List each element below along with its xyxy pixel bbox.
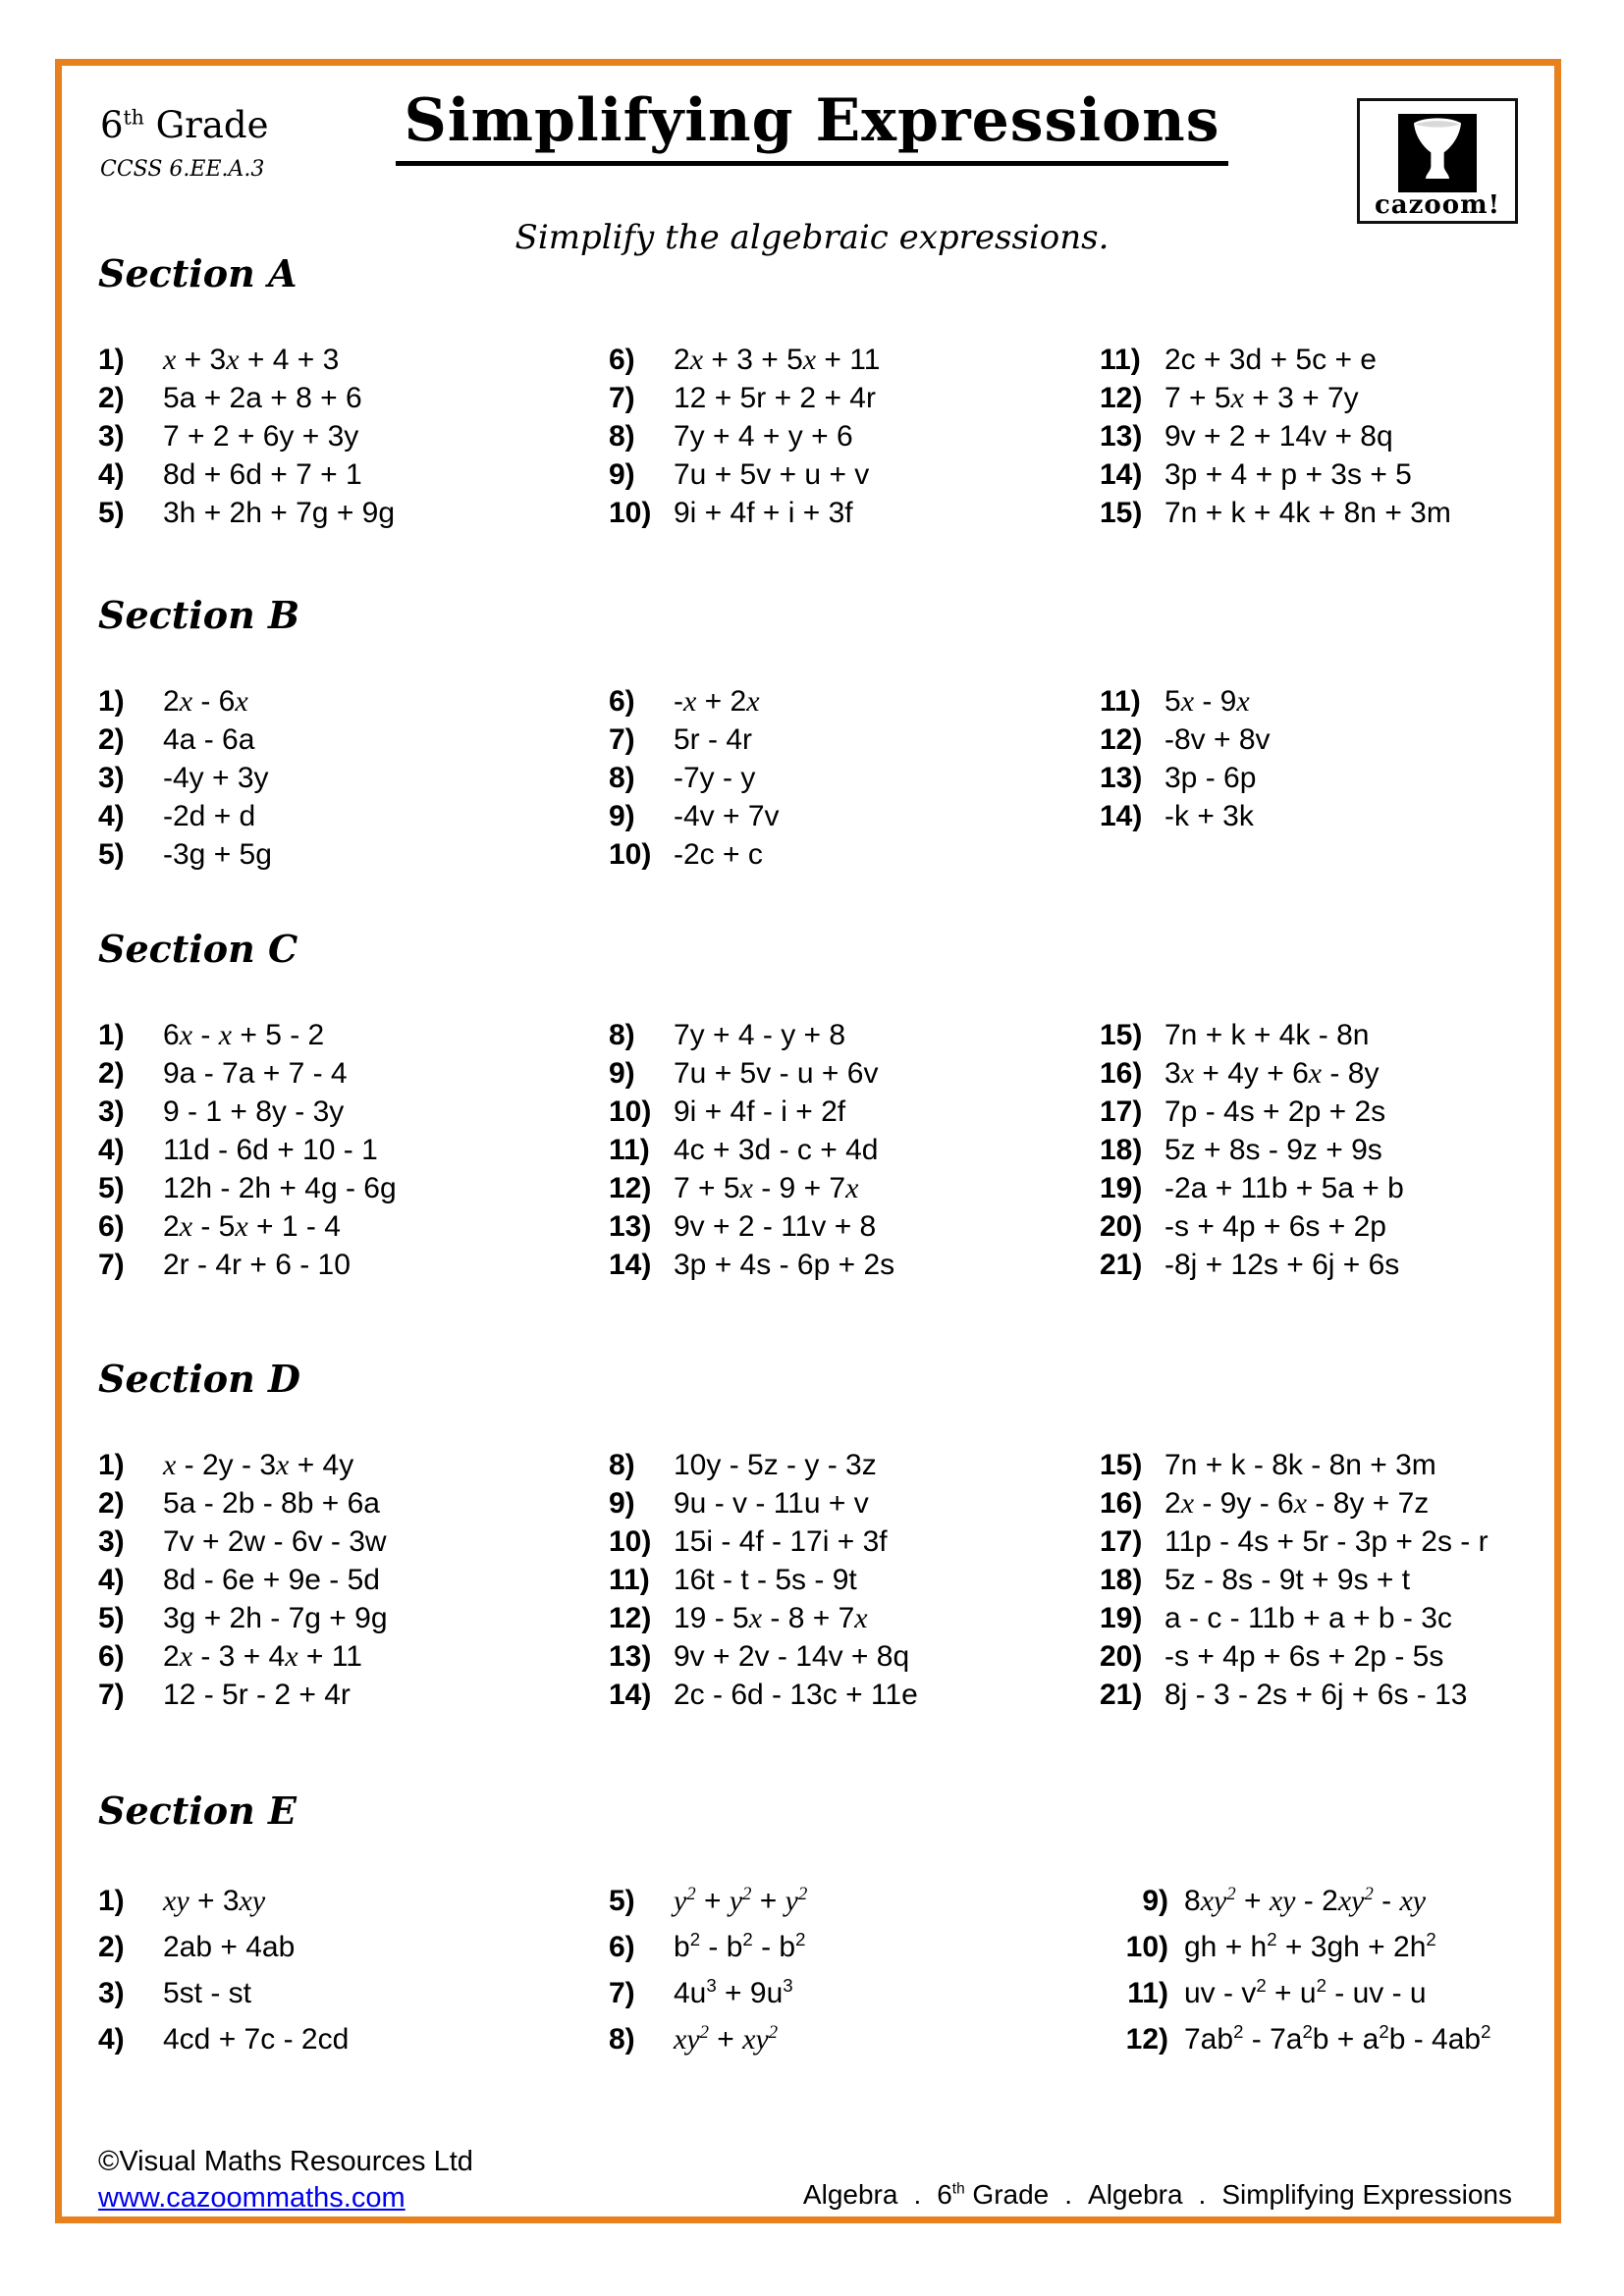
problem-number: 13)	[609, 1210, 652, 1243]
problem-number: 19)	[1100, 1602, 1143, 1634]
problem-expression: $7ab^2 - 7a^2b + a^2b - 4ab^2$	[1184, 2021, 1491, 2056]
problem-number: 7)	[609, 723, 635, 756]
problem	[98, 1878, 609, 1924]
problem-column	[609, 1878, 1100, 2062]
problem-expression: $b^2 - b^2 - b^2$	[674, 1929, 806, 1963]
problem-expression: -4y + 3y	[163, 762, 269, 794]
problem-expression: -s + 4p + 6s + 2p	[1164, 1210, 1386, 1243]
problem	[1100, 379, 1563, 417]
problem-number: 6)	[609, 685, 635, 718]
problem-number: 11)	[1100, 685, 1141, 718]
problem	[1100, 759, 1563, 797]
problem-expression: 5r - 4r	[674, 723, 753, 756]
problem-number: 19)	[1100, 1172, 1143, 1204]
problem-expression: x + 3x + 4 + 3	[163, 344, 340, 376]
problem	[1100, 1207, 1563, 1246]
drum-icon	[1398, 114, 1477, 192]
problem-number: 15)	[1100, 1019, 1143, 1051]
problem-expression: 2x - 5x + 1 - 4	[163, 1210, 341, 1243]
problem-number: 1)	[98, 685, 125, 718]
problem	[1100, 1093, 1563, 1131]
problem-expression: 11p - 4s + 5r - 3p + 2s - r	[1164, 1525, 1489, 1558]
problem	[1100, 1016, 1563, 1054]
problem	[98, 1054, 609, 1093]
breadcrumb-item: Algebra	[1088, 2179, 1183, 2210]
breadcrumb-item: 6th Grade	[937, 2179, 1050, 2210]
problem	[1100, 1131, 1563, 1169]
problem-number: 21)	[1100, 1679, 1143, 1711]
problem-number: 8)	[609, 420, 635, 453]
problem-number: 5)	[98, 1172, 125, 1204]
problem-expression: 9a - 7a + 7 - 4	[163, 1057, 348, 1090]
problem-expression: 4c + 3d - c + 4d	[674, 1134, 879, 1166]
problem-expression: 7 + 5x - 9 + 7x	[674, 1172, 859, 1204]
problem-number: 15)	[1100, 497, 1143, 529]
problem-expression: $y^2 + y^2 + y^2$	[674, 1884, 808, 1917]
problem-expression: 7y + 4 - y + 8	[674, 1019, 846, 1051]
problem-number: 14)	[1100, 800, 1143, 832]
problem-column	[1100, 341, 1563, 532]
problem-expression: $4u^3 + 9u^3$	[674, 1975, 793, 2009]
problem	[1100, 1676, 1563, 1714]
problem-expression: 9v + 2v - 14v + 8q	[674, 1640, 910, 1673]
problem	[98, 1599, 609, 1637]
problem-number: 17)	[1100, 1095, 1143, 1128]
problem	[98, 1131, 609, 1169]
problem	[609, 1522, 1100, 1561]
problem-expression: 15i - 4f - 17i + 3f	[674, 1525, 888, 1558]
section-e	[98, 1789, 1563, 2062]
problem-expression: $8xy^2$ + xy - $2xy^2$ - xy	[1184, 1884, 1427, 1917]
problem-number: 20)	[1100, 1210, 1143, 1243]
problem	[98, 341, 609, 379]
problem-grid	[98, 1446, 1563, 1714]
section-heading: Section A	[98, 251, 298, 295]
problem-expression: 5z + 8s - 9z + 9s	[1164, 1134, 1382, 1166]
problem	[98, 2016, 609, 2062]
problem-expression: 9u - v - 11u + v	[674, 1487, 869, 1520]
problem-number: 9)	[1142, 1885, 1168, 1917]
problem-number: 6)	[98, 1640, 125, 1673]
problem-number: 1)	[98, 1449, 125, 1481]
problem	[98, 1522, 609, 1561]
problem-number: 8)	[609, 2023, 635, 2056]
problem-expression: 6x - x + 5 - 2	[163, 1019, 325, 1051]
problem-expression: 5x - 9x	[1164, 685, 1250, 718]
problem-number: 20)	[1100, 1640, 1143, 1673]
problem	[98, 1093, 609, 1131]
problem-number: 7)	[98, 1679, 125, 1711]
problem-number: 12)	[609, 1602, 652, 1634]
problem-number: 2)	[98, 723, 125, 756]
problem	[1100, 1637, 1563, 1676]
problem	[1100, 1484, 1563, 1522]
problem	[1100, 1246, 1563, 1284]
problem-expression: 9v + 2 - 11v + 8	[674, 1210, 877, 1243]
problem-expression: 2x - 3 + 4x + 11	[163, 1640, 362, 1673]
problem-expression: a - c - 11b + a + b - 3c	[1164, 1602, 1452, 1634]
problem-number: 7)	[98, 1249, 125, 1281]
problem	[609, 1446, 1100, 1484]
problem-expression: 9 - 1 + 8y - 3y	[163, 1095, 345, 1128]
problem	[609, 341, 1100, 379]
problem-expression: 7p - 4s + 2p + 2s	[1164, 1095, 1386, 1128]
problem-expression: gh + $h^2 + 3gh + 2h^2$	[1184, 1929, 1436, 1963]
problem-number: 11)	[609, 1564, 650, 1596]
problem-number: 16)	[1100, 1057, 1143, 1090]
problem	[98, 417, 609, 455]
problem-expression: 7v + 2w - 6v - 3w	[163, 1525, 387, 1558]
breadcrumb-item: Algebra	[802, 2179, 898, 2210]
problem	[98, 1016, 609, 1054]
problem-number: 1)	[98, 1019, 125, 1051]
problem-expression: 5st - st	[163, 1977, 252, 2009]
problem-expression: -k + 3k	[1164, 800, 1254, 832]
problem-number: 3)	[98, 762, 125, 794]
problem	[98, 721, 609, 759]
problem-expression: 3h + 2h + 7g + 9g	[163, 497, 396, 529]
problem	[609, 759, 1100, 797]
problem-number: 2)	[98, 1931, 125, 1963]
problem-expression: 2ab + 4ab	[163, 1931, 296, 1963]
problem-number: 10)	[609, 1525, 652, 1558]
problem-expression: 2c + 3d + 5c + e	[1164, 344, 1377, 376]
problem	[98, 1676, 609, 1714]
problem-expression: -3g + 5g	[163, 838, 272, 871]
problem-number: 6)	[609, 1931, 635, 1963]
problem	[609, 835, 1100, 874]
problem	[98, 1637, 609, 1676]
problem	[98, 455, 609, 494]
footer-left	[98, 2144, 473, 2216]
problem	[609, 721, 1100, 759]
problem	[98, 835, 609, 874]
problem	[1100, 2016, 1563, 2062]
problem-number: 12)	[609, 1172, 652, 1204]
breadcrumb-separator: .	[1064, 2179, 1073, 2210]
problem-expression: 2x - 9y - 6x - 8y + 7z	[1164, 1487, 1430, 1520]
section-b	[98, 593, 1563, 874]
problem-number: 4)	[98, 800, 125, 832]
problem-number: 8)	[609, 762, 635, 794]
problem	[1100, 1169, 1563, 1207]
problem-number: 4)	[98, 2023, 125, 2056]
problem-number: 18)	[1100, 1134, 1143, 1166]
problem	[1100, 1446, 1563, 1484]
problem-expression: 9v + 2 + 14v + 8q	[1164, 420, 1393, 453]
problem	[1100, 417, 1563, 455]
problem-number: 8)	[609, 1019, 635, 1051]
problem-number: 11)	[1127, 1977, 1168, 2009]
problem	[1100, 455, 1563, 494]
problem-number: 3)	[98, 1095, 125, 1128]
problem-expression: 4a - 6a	[163, 723, 255, 756]
problem	[609, 1207, 1100, 1246]
breadcrumb	[803, 2179, 1512, 2211]
problem-number: 14)	[609, 1249, 652, 1281]
problem	[98, 797, 609, 835]
problem-expression: 7y + 4 + y + 6	[674, 420, 853, 453]
problem-expression: 8j - 3 - 2s + 6j + 6s - 13	[1164, 1679, 1468, 1711]
problem-column	[609, 1016, 1100, 1284]
section-heading: Section C	[98, 927, 298, 971]
logo-text: cazoom!	[1374, 190, 1501, 220]
problem-expression: 5a - 2b - 8b + 6a	[163, 1487, 380, 1520]
problem-number: 3)	[98, 1977, 125, 2009]
problem	[1100, 1599, 1563, 1637]
problem	[98, 379, 609, 417]
problem-grid	[98, 1016, 1563, 1284]
problem-number: 9)	[609, 458, 635, 491]
problem	[609, 1599, 1100, 1637]
problem	[609, 1561, 1100, 1599]
problem-number: 8)	[609, 1449, 635, 1481]
problem-column	[98, 1446, 609, 1714]
problem-column	[98, 341, 609, 532]
problem	[1100, 494, 1563, 532]
problem-number: 10)	[609, 1095, 652, 1128]
problem-number: 6)	[98, 1210, 125, 1243]
problem-expression: 2x - 6x	[163, 685, 248, 718]
problem	[1100, 682, 1563, 721]
problem-column	[98, 682, 609, 874]
problem-number: 5)	[609, 1885, 635, 1917]
problem-expression: 2x + 3 + 5x + 11	[674, 344, 881, 376]
problem	[98, 1561, 609, 1599]
problem	[609, 494, 1100, 532]
problem-expression: 7u + 5v + u + v	[674, 458, 870, 491]
problem	[98, 1207, 609, 1246]
problem-number: 10)	[609, 838, 652, 871]
problem-expression: 5z - 8s - 9t + 9s + t	[1164, 1564, 1411, 1596]
problem-expression: 10y - 5z - y - 3z	[674, 1449, 877, 1481]
problem	[1100, 1522, 1563, 1561]
problem	[609, 1131, 1100, 1169]
problem-number: 5)	[98, 838, 125, 871]
problem	[98, 1446, 609, 1484]
problem-number: 2)	[98, 382, 125, 414]
problem-expression: 5a + 2a + 8 + 6	[163, 382, 362, 414]
problem	[609, 1016, 1100, 1054]
ccss-label: CCSS 6.EE.A.3	[100, 157, 265, 182]
problem	[609, 1970, 1100, 2016]
problem-expression: 3g + 2h - 7g + 9g	[163, 1602, 388, 1634]
problem-expression: 7u + 5v - u + 6v	[674, 1057, 879, 1090]
problem-expression: 2r - 4r + 6 - 10	[163, 1249, 351, 1281]
problem	[98, 1970, 609, 2016]
breadcrumb-item: Simplifying Expressions	[1221, 2179, 1512, 2210]
problem-number: 7)	[609, 1977, 635, 2009]
problem	[609, 797, 1100, 835]
problem-number: 2)	[98, 1057, 125, 1090]
problem	[98, 494, 609, 532]
problem-expression: 7n + k + 4k + 8n + 3m	[1164, 497, 1451, 529]
section-heading: Section B	[98, 593, 300, 637]
problem-grid	[98, 1878, 1563, 2062]
problem	[1100, 341, 1563, 379]
problem-expression: -2a + 11b + 5a + b	[1164, 1172, 1404, 1204]
problem-expression: uv - $v^2 + u^2$ - uv - u	[1184, 1975, 1427, 2009]
problem-expression: 12 - 5r - 2 + 4r	[163, 1679, 351, 1711]
problem	[98, 1246, 609, 1284]
problem-number: 5)	[98, 497, 125, 529]
problem-number: 17)	[1100, 1525, 1143, 1558]
problem-expression: 7n + k - 8k - 8n + 3m	[1164, 1449, 1436, 1481]
problem-number: 4)	[98, 1134, 125, 1166]
problem-number: 10)	[1125, 1931, 1168, 1963]
website-link[interactable]: www.cazoommaths.com	[98, 2182, 406, 2214]
page-title: Simplifying Expressions	[396, 88, 1227, 166]
problem-number: 12)	[1100, 723, 1143, 756]
problem	[609, 2016, 1100, 2062]
problem-number: 2)	[98, 1487, 125, 1520]
problem-number: 13)	[1100, 420, 1143, 453]
problem-number: 4)	[98, 1564, 125, 1596]
problem-column	[609, 1446, 1100, 1714]
problem-expression: 4cd + 7c - 2cd	[163, 2023, 350, 2056]
problem-number: 9)	[609, 1487, 635, 1520]
worksheet-instruction: Simplify the algebraic expressions.	[514, 218, 1110, 257]
problem-expression: -8j + 12s + 6j + 6s	[1164, 1249, 1400, 1281]
problem-expression: x - 2y - 3x + 4y	[163, 1449, 354, 1481]
problem-column	[609, 682, 1100, 874]
problem-expression: 2c - 6d - 13c + 11e	[674, 1679, 918, 1711]
problem-number: 3)	[98, 420, 125, 453]
problem-expression: -4v + 7v	[674, 800, 780, 832]
breadcrumb-separator: .	[913, 2179, 922, 2210]
problem-number: 11)	[609, 1134, 650, 1166]
problem-number: 14)	[1100, 458, 1143, 491]
problem-expression: -8v + 8v	[1164, 723, 1271, 756]
problem-number: 16)	[1100, 1487, 1143, 1520]
copyright-text: ©Visual Maths Resources Ltd	[98, 2146, 473, 2177]
section-c	[98, 927, 1563, 1284]
problem	[609, 1484, 1100, 1522]
problem	[609, 1093, 1100, 1131]
problem-number: 9)	[609, 800, 635, 832]
problem	[1100, 1561, 1563, 1599]
problem	[1100, 1878, 1563, 1924]
problem-number: 14)	[609, 1679, 652, 1711]
problem-expression: -7y - y	[674, 762, 756, 794]
problem-column	[609, 341, 1100, 532]
problem-grid	[98, 341, 1563, 532]
problem-expression: 9i + 4f - i + 2f	[674, 1095, 846, 1128]
problem	[609, 379, 1100, 417]
problem-expression: 12 + 5r + 2 + 4r	[674, 382, 876, 414]
problem	[98, 682, 609, 721]
problem-expression: 8d + 6d + 7 + 1	[163, 458, 362, 491]
problem	[1100, 1054, 1563, 1093]
problem-expression: 3p + 4s - 6p + 2s	[674, 1249, 895, 1281]
problem-expression: 7 + 5x + 3 + 7y	[1164, 382, 1359, 414]
problem	[609, 1924, 1100, 1970]
section-a	[98, 251, 1563, 532]
problem-number: 12)	[1100, 382, 1143, 414]
problem-number: 11)	[1100, 344, 1141, 376]
problem	[98, 1484, 609, 1522]
problem	[609, 417, 1100, 455]
problem-number: 5)	[98, 1602, 125, 1634]
problem	[609, 682, 1100, 721]
problem-expression: 3x + 4y + 6x - 8y	[1164, 1057, 1380, 1090]
problem-number: 13)	[609, 1640, 652, 1673]
problem	[98, 1169, 609, 1207]
problem-column	[98, 1878, 609, 2062]
problem-expression: -2d + d	[163, 800, 256, 832]
problem	[609, 455, 1100, 494]
problem-number: 21)	[1100, 1249, 1143, 1281]
problem-expression: -2c + c	[674, 838, 763, 871]
problem-number: 3)	[98, 1525, 125, 1558]
problem-number: 6)	[609, 344, 635, 376]
grade-label: 6th Grade	[100, 104, 269, 146]
problem-column	[1100, 1878, 1563, 2062]
title-wrap	[167, 88, 1457, 166]
problem	[609, 1676, 1100, 1714]
problem-number: 12)	[1125, 2023, 1168, 2056]
problem	[98, 1924, 609, 1970]
problem-column	[1100, 1446, 1563, 1714]
problem-number: 10)	[609, 497, 652, 529]
problem-expression: 7n + k + 4k - 8n	[1164, 1019, 1370, 1051]
section-heading: Section E	[98, 1789, 297, 1833]
problem-number: 1)	[98, 1885, 125, 1917]
problem	[609, 1246, 1100, 1284]
problem-expression: $xy^2 + xy^2$	[674, 2022, 779, 2056]
problem-column	[1100, 1016, 1563, 1284]
section-d	[98, 1357, 1563, 1714]
breadcrumb-separator: .	[1198, 2179, 1207, 2210]
cazoom-logo	[1357, 98, 1518, 224]
problem	[98, 759, 609, 797]
problem-column	[98, 1016, 609, 1284]
problem-expression: 3p - 6p	[1164, 762, 1257, 794]
problem	[609, 1054, 1100, 1093]
section-heading: Section D	[98, 1357, 300, 1401]
problem-expression: -x + 2x	[674, 685, 760, 718]
problem-number: 18)	[1100, 1564, 1143, 1596]
problem-expression: 19 - 5x - 8 + 7x	[674, 1602, 868, 1634]
problem-number: 1)	[98, 344, 125, 376]
problem-grid	[98, 682, 1563, 874]
problem	[609, 1637, 1100, 1676]
problem-expression: -s + 4p + 6s + 2p - 5s	[1164, 1640, 1444, 1673]
problem	[609, 1878, 1100, 1924]
problem-number: 15)	[1100, 1449, 1143, 1481]
problem-expression: 11d - 6d + 10 - 1	[163, 1134, 378, 1166]
problem	[1100, 1970, 1563, 2016]
problem-expression: xy + 3xy	[163, 1885, 266, 1917]
problem	[609, 1169, 1100, 1207]
problem-expression: 12h - 2h + 4g - 6g	[163, 1172, 397, 1204]
problem-expression: 16t - t - 5s - 9t	[674, 1564, 857, 1596]
problem-number: 7)	[609, 382, 635, 414]
problem-expression: 8d - 6e + 9e - 5d	[163, 1564, 380, 1596]
problem-number: 9)	[609, 1057, 635, 1090]
problem-column	[1100, 682, 1563, 835]
problem	[1100, 797, 1563, 835]
problem	[1100, 721, 1563, 759]
problem-number: 13)	[1100, 762, 1143, 794]
problem-expression: 9i + 4f + i + 3f	[674, 497, 853, 529]
problem-expression: 3p + 4 + p + 3s + 5	[1164, 458, 1412, 491]
problem-number: 4)	[98, 458, 125, 491]
problem-expression: 7 + 2 + 6y + 3y	[163, 420, 359, 453]
problem	[1100, 1924, 1563, 1970]
